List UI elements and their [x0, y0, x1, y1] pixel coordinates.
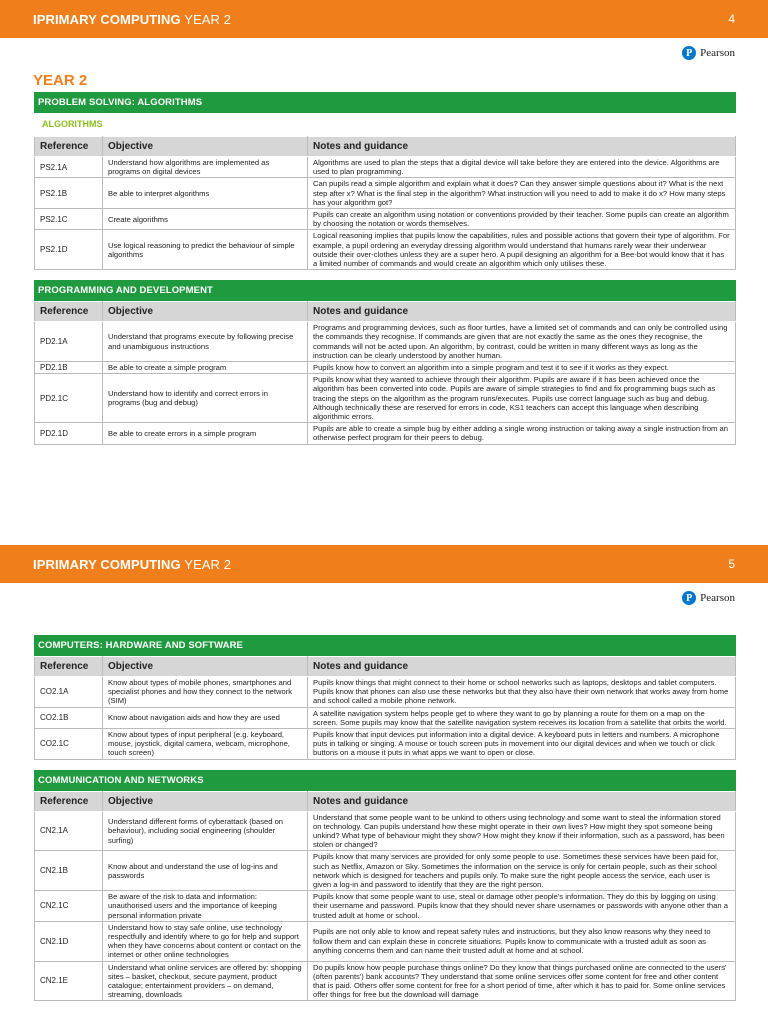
notes-cell: Pupils know how to convert an algorithm into a simple program and test it to see if it works as they expect. — [308, 362, 736, 374]
reference-cell: CO2.1A — [35, 677, 103, 708]
pearson-wordmark: Pearson — [700, 47, 735, 59]
objectives-table — [34, 301, 736, 444]
notes-cell: Understand that some people want to be unkind to others using technology and some want to steal the information stored on technology. Can pupils understand how these might operate in their own lives? How might they spot someone being unkind? What type of behaviour might they show? How might they know if their information, such as a password, has been stolen or changed? — [308, 811, 736, 851]
notes-cell: Pupils know that many services are provided for only some people to use. Sometimes these services have been paid for, such as Netflix, Amazon or Sky. Sometimes the information on the service is only for certain people, such as their school network which is designed for teachers and pupils only. To make sure the right people access the service, each user is given a log-in and password to identify that they are the right person. — [308, 851, 736, 891]
page-header — [0, 545, 768, 583]
column-header: Reference — [35, 791, 103, 811]
objective-cell: Be able to interpret algorithms — [103, 178, 308, 209]
table-row — [35, 677, 736, 708]
section — [34, 770, 736, 1002]
table-header-row — [35, 657, 736, 677]
objective-cell: Understand that programs execute by following precise and unambiguous instructions — [103, 322, 308, 362]
column-header: Notes and guidance — [308, 302, 736, 322]
section-title: COMPUTERS: HARDWARE AND SOFTWARE — [34, 635, 736, 656]
table-row — [35, 178, 736, 209]
header-title — [33, 12, 231, 27]
table-header-row — [35, 302, 736, 322]
table-row — [35, 729, 736, 760]
notes-cell: Can pupils read a simple algorithm and explain what it does? Can they answer simple questions about it? What is the next step after x? What is the final step in the algorithm? What instruction will you need to add to make it do x? How many steps has your algorithm got? — [308, 178, 736, 209]
notes-cell: Pupils know things that might connect to their home or school networks such as laptops, desktops and tablet computers. Pupils know that phones can also use these networks but that they also have their own network that works away from home and school called a mobile phone network. — [308, 677, 736, 708]
objective-cell: Understand how to identify and correct errors in programs (bug and debug) — [103, 374, 308, 423]
objective-cell: Know about types of input peripheral (e.g. keyboard, mouse, joystick, digital camera, webcam, microphone, touch screen) — [103, 729, 308, 760]
objectives-table — [34, 791, 736, 1002]
notes-cell: Pupils are able to create a simple bug by either adding a single wrong instruction or taking away a single instruction from an otherwise perfect program for their peers to debug. — [308, 423, 736, 444]
reference-cell: PS2.1B — [35, 178, 103, 209]
pearson-logo — [682, 46, 735, 60]
table-row — [35, 374, 736, 423]
page-number: 5 — [728, 557, 735, 571]
column-header: Reference — [35, 302, 103, 322]
notes-cell: A satellite navigation system helps people get to where they want to go by planning a route for them on a map on the screen. Some pupils may know that the satellite navigation system receives its location from a satellite that orbits the world. — [308, 707, 736, 728]
table-row — [35, 423, 736, 444]
table-row — [35, 322, 736, 362]
reference-cell: CN2.1E — [35, 961, 103, 1001]
table-row — [35, 961, 736, 1001]
reference-cell: CO2.1C — [35, 729, 103, 760]
header-year: YEAR 2 — [184, 11, 232, 27]
reference-cell: CN2.1D — [35, 921, 103, 961]
column-header: Objective — [103, 657, 308, 677]
section-title: COMMUNICATION AND NETWORKS — [34, 770, 736, 791]
reference-cell: PD2.1B — [35, 362, 103, 374]
reference-cell: CN2.1A — [35, 811, 103, 851]
reference-cell: PS2.1A — [35, 157, 103, 178]
column-header: Objective — [103, 791, 308, 811]
table-row — [35, 921, 736, 961]
pearson-wordmark: Pearson — [700, 592, 735, 604]
logo-row — [0, 38, 768, 68]
table-row — [35, 707, 736, 728]
section-title: PROGRAMMING AND DEVELOPMENT — [34, 280, 736, 301]
column-header: Notes and guidance — [308, 657, 736, 677]
table-header-row — [35, 137, 736, 157]
section — [34, 280, 736, 444]
notes-cell: Pupils can create an algorithm using notation or conventions provided by their teacher. Some pupils can create an algorithm by choosing the notation or words themselves. — [308, 209, 736, 230]
header-brand: IPRIMARY COMPUTING — [33, 11, 181, 27]
reference-cell: PD2.1A — [35, 322, 103, 362]
reference-cell: PS2.1D — [35, 230, 103, 270]
reference-cell: CN2.1C — [35, 891, 103, 922]
column-header: Reference — [35, 657, 103, 677]
objective-cell: Use logical reasoning to predict the behaviour of simple algorithms — [103, 230, 308, 270]
year-heading: YEAR 2 — [33, 72, 88, 89]
table-row — [35, 811, 736, 851]
reference-cell: PS2.1C — [35, 209, 103, 230]
column-header: Notes and guidance — [308, 791, 736, 811]
reference-cell: CO2.1B — [35, 707, 103, 728]
header-title — [33, 557, 231, 572]
notes-cell: Do pupils know how people purchase things online? Do they know that things purchased online are connected to the users' (often parents') bank accounts? They understand that some online services offer some content for free and other content that is paid. Others offer some content for free for a short period of time, after which it has to paid for. Some online services offer things for free but the download will damage — [308, 961, 736, 1001]
objectives-table — [34, 656, 736, 760]
notes-cell: Programs and programming devices, such as floor turtles, have a limited set of commands and can only be controlled using the commands they recognise. If commands are given that are not exactly the same as the ones they recognise, the commands will not be acted upon. An algorithm, by contrast, could be written in many different ways as long as the instruction can be clearly understood by another human. — [308, 322, 736, 362]
objective-cell: Create algorithms — [103, 209, 308, 230]
page-number: 4 — [728, 12, 735, 26]
objective-cell: Understand what online services are offered by: shopping sites – basket, checkout, secure payment, product catalogue; entertainment providers – on demand, streaming, downloads — [103, 961, 308, 1001]
notes-cell: Pupils know that some people want to use, steal or damage other people's information. They do this by logging on using their username and password. Pupils know that they should never share usernames or passwords with anyone other than a trusted adult at home or school. — [308, 891, 736, 922]
column-header: Objective — [103, 302, 308, 322]
section — [34, 635, 736, 760]
table-row — [35, 362, 736, 374]
notes-cell: Logical reasoning implies that pupils know the capabilities, rules and possible actions that govern their type of algorithm. For example, a pupil ordering an everyday dressing algorithm would understand that humans rarely wear their underwear outside their over-clothes unless they are a super hero. A pupil designing an algorithm for a Bee-bot would know that it has a limited number of commands and would create an algorithm which only utilises these. — [308, 230, 736, 270]
column-header: Notes and guidance — [308, 137, 736, 157]
table-row — [35, 851, 736, 891]
notes-cell: Pupils know that input devices put information into a digital device. A keyboard puts in letters and numbers. A microphone puts in talking or singing. A mouse or touch screen puts in movement into our digital devices and when we touch or click buttons on a mouse it puts in what apps we want to open or close. — [308, 729, 736, 760]
objective-cell: Be able to create a simple program — [103, 362, 308, 374]
notes-cell: Pupils know what they wanted to achieve through their algorithm. Pupils are aware if it has been achieved once the algorithm has been converted into code. Pupils are aware of simple strategies to find and fix programming bugs such as tracing the steps on the algorithm as the program runs/executes. Pupils use correct language such as bug and debug. Although technically these are reserved for errors in code, KS1 teachers can accept this language when describing algorithmic errors. — [308, 374, 736, 423]
notes-cell: Pupils are not only able to know and repeat safety rules and instructions, but they also know reasons why they need to follow them and can explain these in concrete situations. Pupils know to communicate with a trusted adult as soon as anything concerns them and can name their trusted adult at home and at school. — [308, 921, 736, 961]
table-row — [35, 209, 736, 230]
reference-cell: CN2.1B — [35, 851, 103, 891]
section-subheading: ALGORITHMS — [42, 119, 103, 129]
page-header — [0, 0, 768, 38]
objective-cell: Know about types of mobile phones, smartphones and specialist phones and how they connect to the network (SIM) — [103, 677, 308, 708]
objective-cell: Be aware of the risk to data and information: unauthorised users and the importance of keeping personal information private — [103, 891, 308, 922]
table-header-row — [35, 791, 736, 811]
objective-cell: Know about navigation aids and how they are used — [103, 707, 308, 728]
table-row — [35, 891, 736, 922]
header-year: YEAR 2 — [184, 556, 232, 572]
pearson-p-icon: P — [682, 591, 696, 605]
pearson-p-icon: P — [682, 46, 696, 60]
header-brand: IPRIMARY COMPUTING — [33, 556, 181, 572]
page-gap — [0, 510, 768, 545]
table-row — [35, 157, 736, 178]
document-page-5 — [0, 545, 768, 1024]
objectives-table — [34, 136, 736, 270]
objective-cell: Understand different forms of cyberattack (based on behaviour), including social engineering (shoulder surfing) — [103, 811, 308, 851]
document-page-4 — [0, 0, 768, 510]
table-row — [35, 230, 736, 270]
section — [34, 92, 736, 270]
objective-cell: Know about and understand the use of log-ins and passwords — [103, 851, 308, 891]
column-header: Reference — [35, 137, 103, 157]
objective-cell: Understand how algorithms are implemented as programs on digital devices — [103, 157, 308, 178]
logo-row — [0, 583, 768, 613]
pearson-logo — [682, 591, 735, 605]
reference-cell: PD2.1D — [35, 423, 103, 444]
column-header: Objective — [103, 137, 308, 157]
objective-cell: Understand how to stay safe online, use technology respectfully and identify where to go for help and support when they have concerns about content or contact on the internet or other online technologies — [103, 921, 308, 961]
notes-cell: Algorithms are used to plan the steps that a digital device will take before they are entered into the device. Algorithms are used to plan programming. — [308, 157, 736, 178]
reference-cell: PD2.1C — [35, 374, 103, 423]
objective-cell: Be able to create errors in a simple program — [103, 423, 308, 444]
section-title: PROBLEM SOLVING: ALGORITHMS — [34, 92, 736, 113]
